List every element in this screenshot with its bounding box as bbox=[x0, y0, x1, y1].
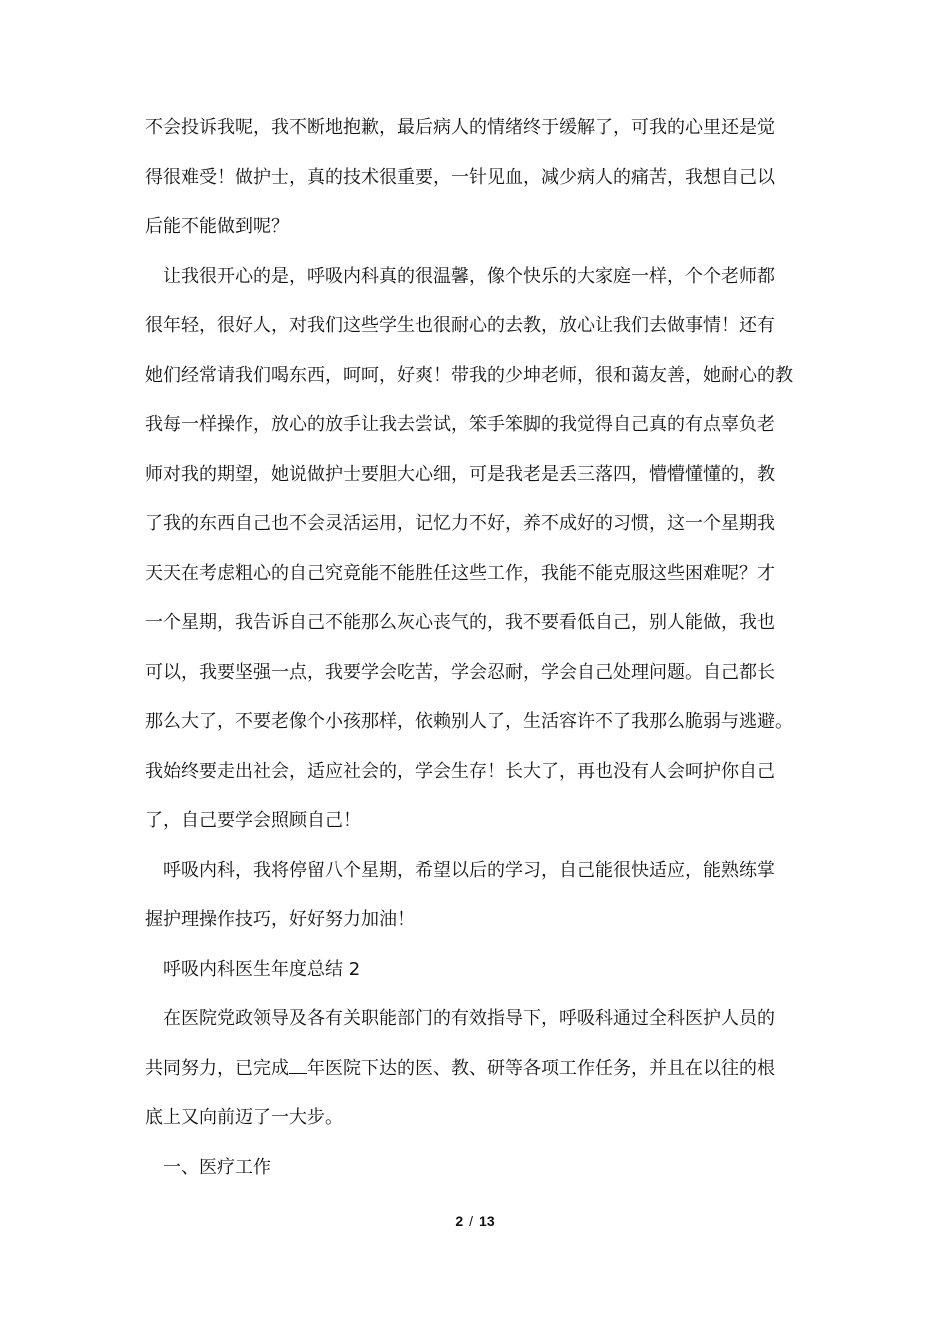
page-number bbox=[0, 1213, 950, 1229]
text-line: 她们经常请我们喝东西，呵呵，好爽！带我的少坤老师，很和蔼友善，她耐心的教 bbox=[145, 364, 793, 386]
text-line: 可以，我要坚强一点，我要学会吃苦，学会忍耐，学会自己处理问题。自己都长 bbox=[145, 661, 775, 683]
text-line: 很年轻，很好人，对我们这些学生也很耐心的去教，放心让我们去做事情！还有 bbox=[145, 315, 775, 336]
text-line bbox=[145, 1044, 815, 1094]
text-line: 那么大了，不要老像个小孩那样，依赖别人了，生活容许不了我那么脆弱与逃避。 bbox=[145, 711, 793, 732]
heading-text: 一、医疗工作 bbox=[163, 1156, 271, 1178]
text-line: 后能不能做到呢？ bbox=[145, 216, 289, 237]
subsection-heading bbox=[145, 1143, 815, 1193]
text-line: 我始终要走出社会，适应社会的，学会生存！长大了，再也没有人会呵护你自己 bbox=[145, 760, 775, 782]
text-line: 不会投诉我呢，我不断地抱歉，最后病人的情绪终于缓解了，可我的心里还是觉 bbox=[145, 117, 775, 138]
paragraph-2 bbox=[145, 252, 815, 846]
text-line: 了，自己要学会照顾自己！ bbox=[145, 810, 361, 831]
total-pages: 13 bbox=[479, 1213, 495, 1229]
paragraph-4 bbox=[145, 994, 815, 1143]
text-line: 师对我的期望，她说做护士要胆大心细，可是我老是丢三落四，懵懵懂懂的，教 bbox=[145, 463, 775, 485]
text-segment: 共同努力，已完成 bbox=[145, 1057, 289, 1079]
page-separator: / bbox=[469, 1213, 474, 1229]
text-line: 底上又向前迈了一大步。 bbox=[145, 1107, 343, 1128]
text-line: 让我很开心的是，呼吸内科真的很温馨，像个快乐的大家庭一样，个个老师都 bbox=[163, 265, 775, 287]
blank-underline bbox=[289, 1059, 307, 1074]
document-body bbox=[145, 103, 815, 1192]
text-line: 得很难受！做护士，真的技术很重要，一针见血，减少病人的痛苦，我想自己以 bbox=[145, 166, 775, 188]
text-line: 一个星期，我告诉自己不能那么灰心丧气的，我不要看低自己，别人能做，我也 bbox=[145, 612, 775, 633]
text-line: 我每一样操作，放心的放手让我去尝试，笨手笨脚的我觉得自己真的有点辜负老 bbox=[145, 414, 775, 435]
current-page: 2 bbox=[455, 1213, 464, 1229]
text-line: 在医院党政领导及各有关职能部门的有效指导下，呼吸科通过全科医护人员的 bbox=[163, 1008, 775, 1029]
text-line: 握护理操作技巧，好好努力加油！ bbox=[145, 909, 415, 930]
section-heading bbox=[145, 945, 815, 995]
text-line: 呼吸内科，我将停留八个星期，希望以后的学习，自己能很快适应，能熟练掌 bbox=[163, 859, 775, 881]
paragraph-1 bbox=[145, 103, 815, 252]
text-line: 天天在考虑粗心的自己究竟能不能胜任这些工作，我能不能克服这些困难呢？才 bbox=[145, 562, 775, 584]
heading-text: 呼吸内科医生年度总结 2 bbox=[163, 958, 361, 980]
text-line: 了我的东西自己也不会灵活运用，记忆力不好，养不成好的习惯，这一个星期我 bbox=[145, 513, 775, 534]
paragraph-3 bbox=[145, 846, 815, 945]
text-segment: 年医院下达的医、教、研等各项工作任务，并且在以往的根 bbox=[307, 1057, 775, 1079]
